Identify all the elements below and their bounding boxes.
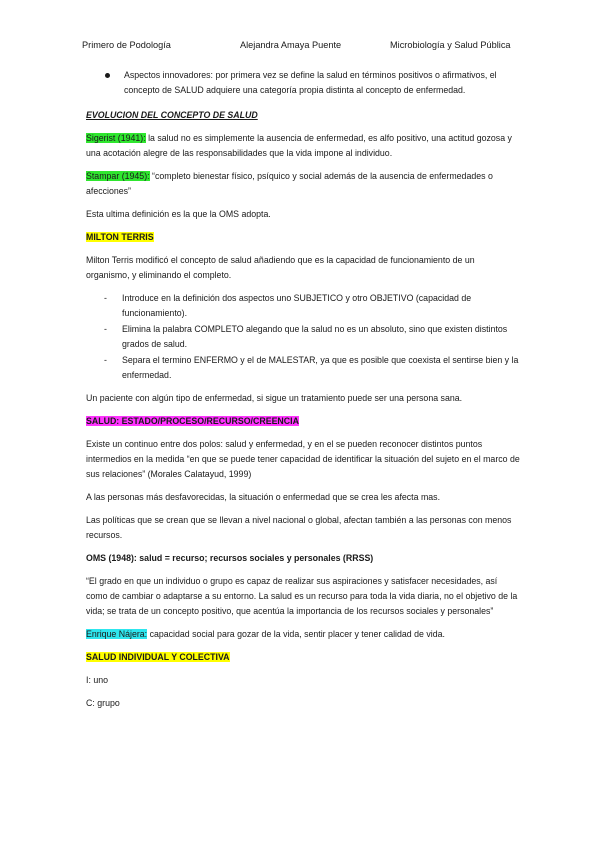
dash-marker: -: [104, 324, 107, 334]
list-item: [86, 322, 520, 352]
milton-heading-text: MILTON TERRIS: [86, 232, 154, 242]
bullet-innovative-text: Aspectos innovadores: por primera vez se define la salud en términos positivos o afirmativos, el concepto de SALUD adquiere una categoría propia distinta al concepto de enfermedad.: [124, 70, 497, 95]
paragraph-stampar: [86, 169, 520, 199]
header-author: Alejandra Amaya Puente: [240, 40, 342, 50]
bullet-innovative-aspects: [86, 68, 520, 98]
section-heading-individual: [86, 650, 520, 665]
bullet-dot-icon: [105, 73, 110, 78]
paragraph-najera: [86, 627, 520, 642]
line-individual: I: uno: [86, 675, 109, 685]
section-heading-salud: [86, 414, 520, 429]
paragraph-disadvantaged: A las personas más desfavorecidas, la situación o enfermedad que se crea les afecta mas.: [86, 492, 441, 502]
page-header: [0, 40, 600, 54]
paragraph-patient: Un paciente con algún tipo de enfermedad, si sigue un tratamiento puede ser una persona sana.: [86, 393, 463, 403]
individual-heading-text: SALUD INDIVIDUAL Y COLECTIVA: [86, 652, 230, 662]
evolution-heading-text: EVOLUCION DEL CONCEPTO DE SALUD: [86, 110, 258, 120]
section-heading-evolution: [86, 108, 520, 123]
paragraph-policies: Las políticas que se crean que se llevan a nivel nacional o global, afectan también a las personas con menos recursos.: [86, 515, 512, 540]
sigerist-text: la salud no es simplemente la ausencia de enfermedad, es alfo positivo, una actitud gozosa y una acotación alegre de las responsabilidades que la vida impone al individuo.: [86, 133, 512, 158]
dash-marker: -: [104, 355, 107, 365]
stampar-label: Stampar (1945):: [86, 171, 150, 181]
stampar-text: “completo bienestar físico, psíquico y social además de la ausencia de enfermedades o afecciones”: [86, 171, 493, 196]
paragraph-oms-quote: “El grado en que un individuo o grupo es capaz de realizar sus aspiraciones y satisfacer necesidades, así como de cambiar o adaptarse a su entorno. La salud es un recurso para toda la vida diaria, no el objetivo de la vida; se trata de un concepto positivo, que acentúa la importancia de los recursos sociales y personales”: [86, 576, 518, 616]
salud-heading-text: SALUD: ESTADO/PROCESO/RECURSO/CREENCIA: [86, 416, 299, 426]
paragraph-continuum: Existe un continuo entre dos polos: salud y enfermedad, y en el se pueden reconocer distintos puntos intermedios en la medida “en que se puede tener capacidad de identificar la situación del sujeto en el marco de sus relaciones” (Morales Calatayud, 1999): [86, 439, 520, 479]
paragraph-oms-adopts: Esta ultima definición es la que la OMS adopta.: [86, 209, 271, 219]
section-heading-milton: [86, 230, 520, 245]
line-collective: C: grupo: [86, 698, 120, 708]
dash-marker: -: [104, 293, 107, 303]
oms-1948-heading: OMS (1948): salud = recurso; recursos sociales y personales (RRSS): [86, 553, 374, 563]
paragraph-sigerist: [86, 131, 520, 161]
list-item-text: Elimina la palabra COMPLETO alegando que la salud no es un absoluto, sino que existen distintos grados de salud.: [122, 324, 508, 349]
najera-text: capacidad social para gozar de la vida, sentir placer y tener calidad de vida.: [147, 629, 445, 639]
list-item: [86, 291, 520, 321]
header-subject: Microbiología y Salud Pública: [390, 40, 511, 50]
list-item: [86, 353, 520, 383]
document-body: [86, 68, 520, 719]
milton-list: [86, 291, 520, 383]
najera-label: Enrique Nájera:: [86, 629, 148, 639]
paragraph-milton: Milton Terris modificó el concepto de salud añadiendo que es la capacidad de funcionamiento de un organismo, y eliminando el completo.: [86, 255, 475, 280]
sigerist-label: Sigerist (1941):: [86, 133, 146, 143]
header-course: Primero de Podología: [82, 40, 171, 50]
list-item-text: Introduce en la definición dos aspectos uno SUBJETICO y otro OBJETIVO (capacidad de funcionamiento).: [122, 293, 472, 318]
list-item-text: Separa el termino ENFERMO y el de MALESTAR, ya que es posible que coexista el sentirse bien y la enfermedad.: [122, 355, 519, 380]
